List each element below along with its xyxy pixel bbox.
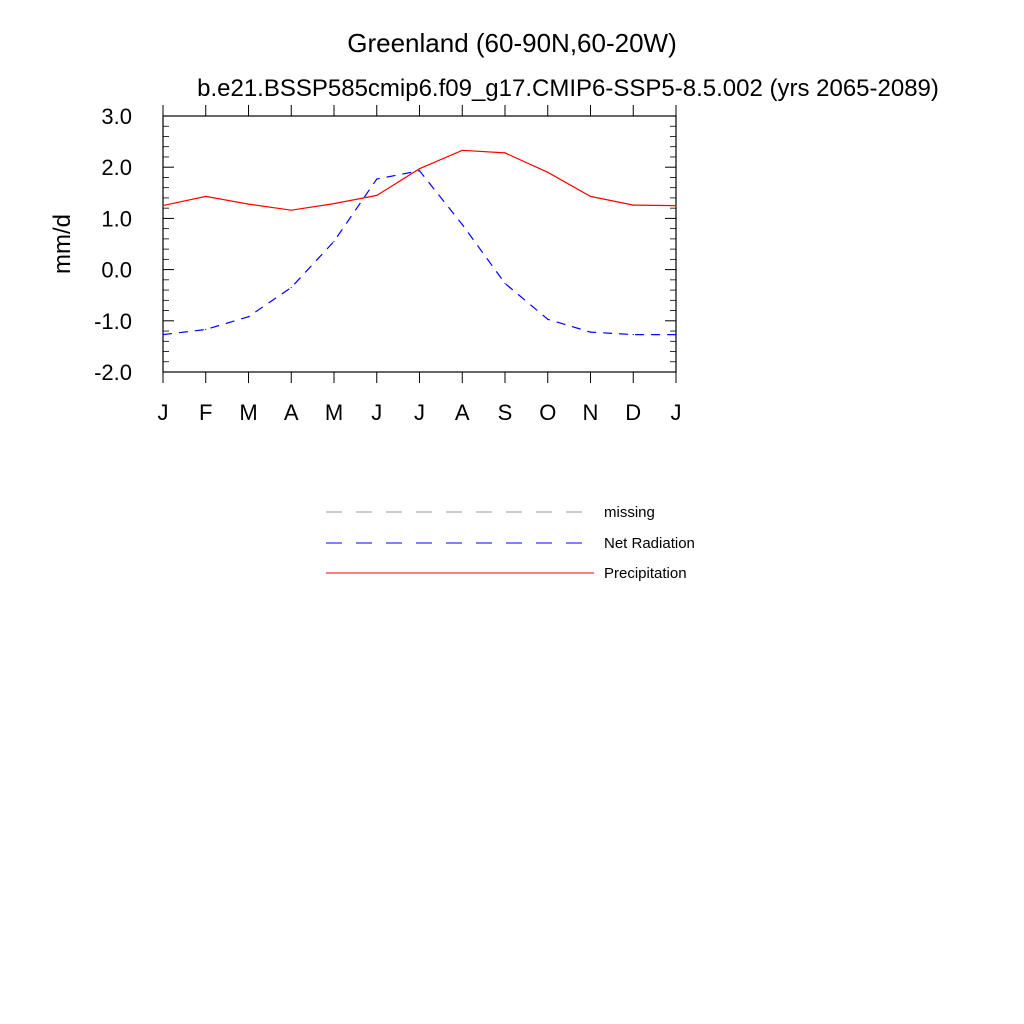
x-tick-label: M [324,400,344,425]
data-point [333,203,334,204]
legend-label: missing [604,504,655,521]
data-point [291,287,292,288]
data-point [590,331,591,332]
data-point [633,334,634,335]
y-tick-label: -2.0 [94,360,132,385]
data-point [376,195,377,196]
x-tick-label: M [239,400,258,425]
data-point [248,203,249,204]
x-tick-label: F [199,400,213,425]
data-point [419,170,420,171]
chart-subtitle: b.e21.BSSP585cmip6.f09_g17.CMIP6-SSP5-8.5.002 (yrs 2065-2089) [197,75,939,102]
y-tick-label: 0.0 [101,257,132,283]
x-tick-label: A [283,400,299,425]
legend-label: Precipitation [604,565,687,582]
y-tick-label: 2.0 [101,155,132,181]
x-tick-label: D [625,400,642,425]
plot-frame [163,116,676,372]
chart-title: Greenland (60-90N,60-20W) [347,28,677,58]
x-tick-label: J [414,400,425,425]
series-layer [162,150,676,336]
data-point [419,168,420,169]
series-line-net-radiation [163,171,676,335]
data-point [590,196,591,197]
data-point [462,224,463,225]
data-point [504,283,505,284]
legend [326,504,695,582]
x-tick-label: S [497,400,513,425]
data-point [162,205,163,206]
data-point [205,196,206,197]
x-tick-label: N [582,400,599,425]
data-point [291,210,292,211]
y-axis-label: mm/d [49,214,76,274]
data-point [248,316,249,317]
data-point [462,150,463,151]
y-tick-label: 1.0 [101,206,132,232]
data-point [675,334,676,335]
y-tick-label: -1.0 [94,308,132,334]
data-point [205,329,206,330]
data-point [675,205,676,206]
series-line-precipitation [163,150,676,210]
x-tick-label: J [670,400,682,425]
data-point [633,204,634,205]
plot-border [163,116,676,372]
data-point [162,334,163,335]
data-point [547,172,548,173]
x-tick-label: J [157,400,169,425]
data-point [504,152,505,153]
data-point [333,241,334,242]
data-point [547,319,548,320]
y-tick-label: 3.0 [101,104,132,129]
legend-label: Net Radiation [604,535,695,552]
x-tick-label: A [454,400,470,425]
x-tick-label: J [371,400,383,425]
data-point [376,178,377,179]
x-tick-label: O [539,400,557,425]
axis-ticks [94,104,681,425]
